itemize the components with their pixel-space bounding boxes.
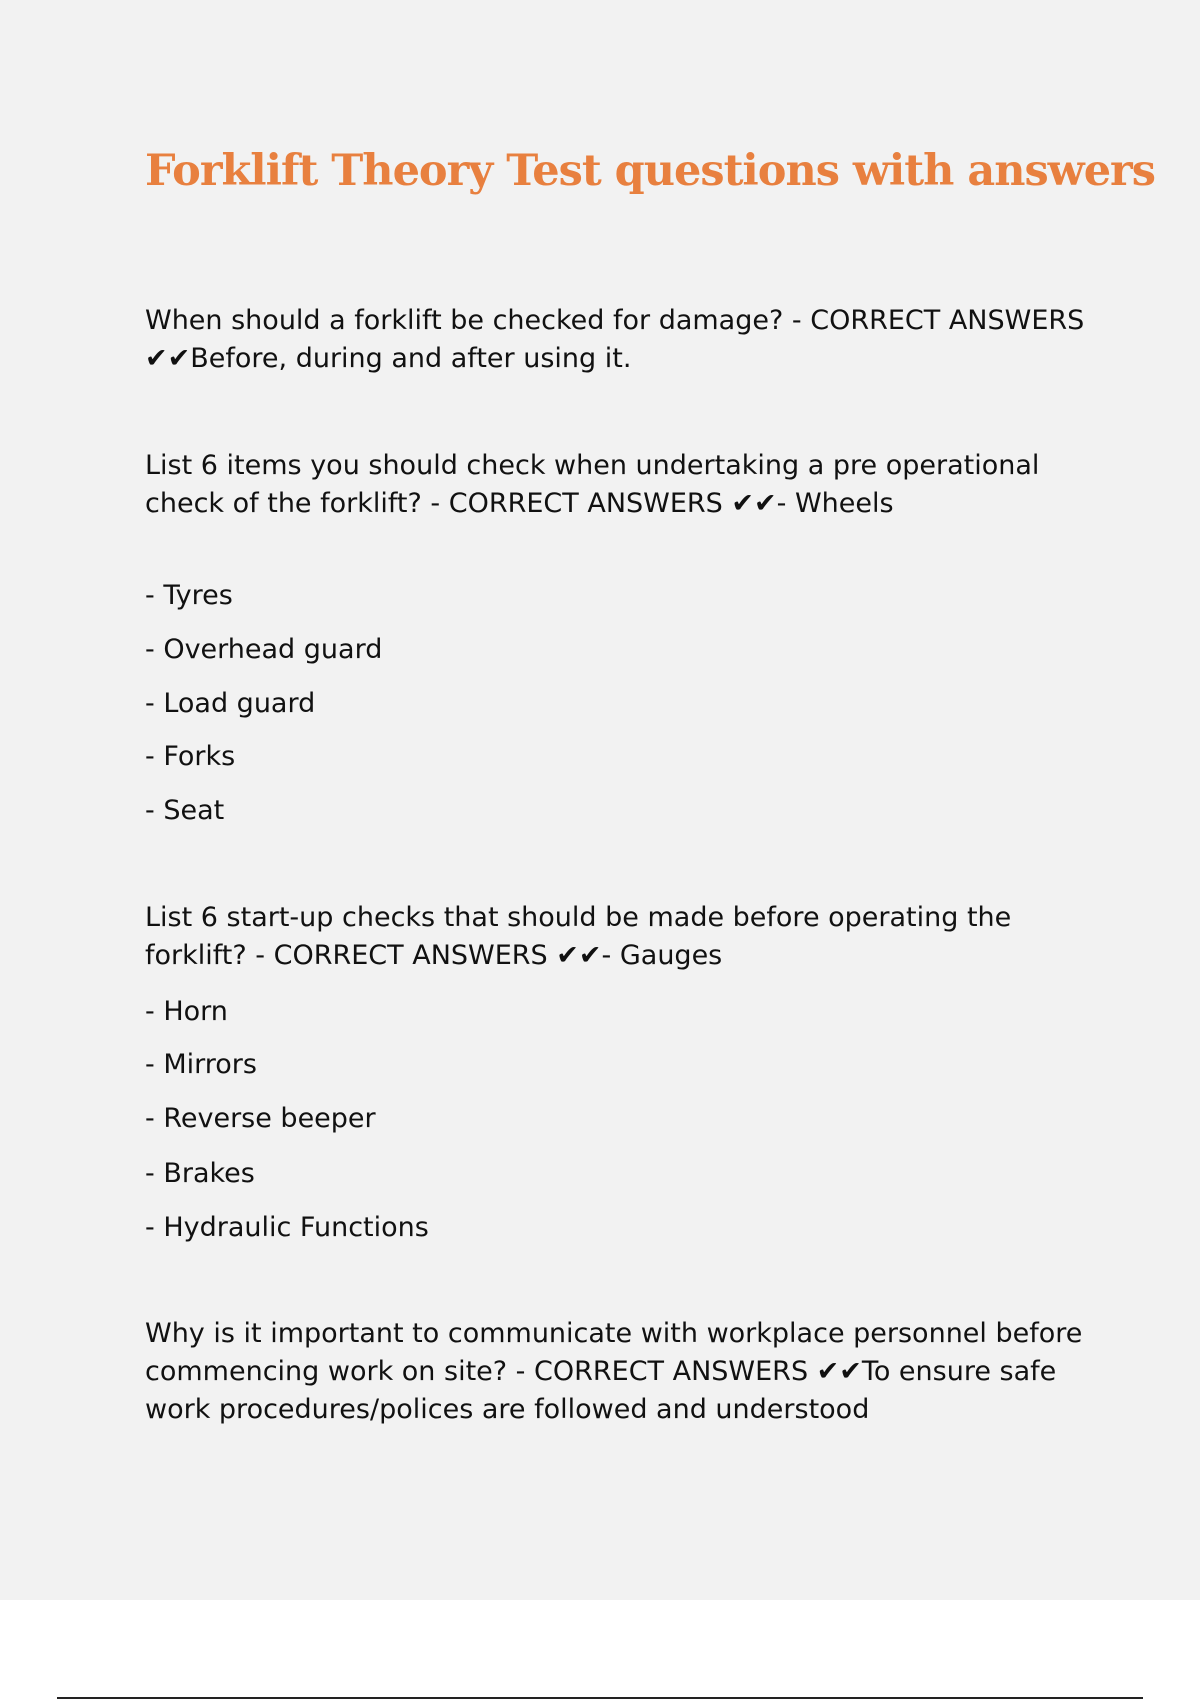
- qa-block-4: Why is it important to communicate with workplace personnel before commencing work on site? - CORRECT ANSWERS ✔✔To ensure safe work procedures/polices are followed and understood: [145, 1318, 1083, 1425]
- list-item: - Overhead guard: [145, 634, 383, 665]
- qa-block-3: List 6 start-up checks that should be made before operating the forklift? - CORRECT ANSWERS ✔✔- Gauges: [145, 902, 1012, 971]
- qa-block-2: List 6 items you should check when undertaking a pre operational check of the forklift? - CORRECT ANSWERS ✔✔- Wheels: [145, 450, 1040, 519]
- document-title: Forklift Theory Test questions with answers: [145, 146, 1155, 196]
- list-item: - Forks: [145, 741, 236, 772]
- list-item: - Reverse beeper: [145, 1103, 376, 1134]
- list-item: - Brakes: [145, 1158, 255, 1189]
- list-item: - Seat: [145, 795, 225, 826]
- footer-divider: [57, 1697, 1143, 1699]
- list-item: - Load guard: [145, 688, 316, 719]
- list-item: - Hydraulic Functions: [145, 1212, 429, 1243]
- qa-block-1: When should a forklift be checked for damage? - CORRECT ANSWERS ✔✔Before, during and after using it.: [145, 305, 1085, 374]
- list-item: - Horn: [145, 996, 228, 1027]
- list-item: - Mirrors: [145, 1049, 257, 1080]
- list-item: - Tyres: [145, 580, 233, 611]
